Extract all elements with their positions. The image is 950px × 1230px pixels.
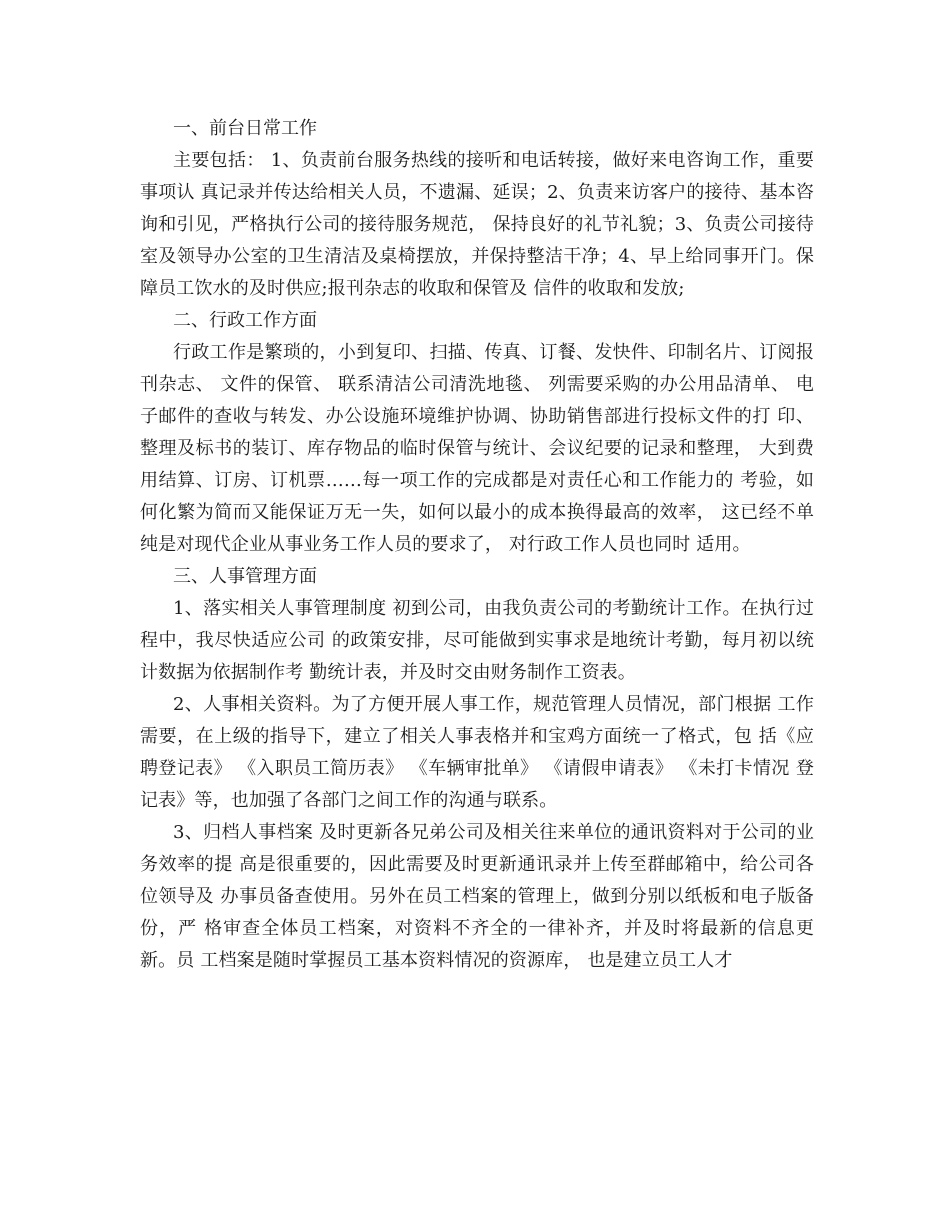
paragraph-personnel-archives: 3、归档人事档案 及时更新各兄弟公司及相关往来单位的通讯资料对于公司的业务效率的提 高是很重要的，因此需要及时更新通讯录并上传至群邮箱中，给公司各位领导及 办事员备查使用。另外在员工档案的管理上，做到分别以纸板和电子版备份，严 格审查全体员工档案，对资料不齐全的一律补齐，并及时将最新的信息更新。员 工档案是随时掌握员工基本资料情况的资源库， 也是建立员工人才 <box>140 822 814 971</box>
paragraph-front-desk-duties: 主要包括： 1、负责前台服务热线的接听和电话转接，做好来电咨询工作，重要事项认 真记录并传达给相关人员，不遗漏、延误；2、负责来访客户的接待、基本咨询和引见，严格执行公司的接待服务规范， 保持良好的礼节礼貌；3、负责公司接待室及领导办公室的卫生清洁及桌椅摆放，并保持整洁干净；4、早上给同事开门。保障员工饮水的及时供应;报刊杂志的收取和保管及 信件的收取和发放; <box>140 150 814 299</box>
section-heading-personnel: 三、人事管理方面 <box>173 566 317 587</box>
paragraph-personnel-records: 2、人事相关资料。为了方便开展人事工作，规范管理人员情况，部门根据 工作需要，在上级的指导下，建立了相关人事表格并和宝鸡方面统一了格式，包 括《应聘登记表》 《入职员工简历表》 《车辆审批单》 《请假申请表》 《未打卡情况 登记表》等，也加强了各部门之间工作的沟通与联系。 <box>140 694 814 811</box>
paragraph-personnel-attendance: 1、落实相关人事管理制度 初到公司，由我负责公司的考勤统计工作。在执行过程中，我尽快适应公司 的政策安排，尽可能做到实事求是地统计考勤，每月初以统计数据为依据制作考 勤统计表，并及时交由财务制作工资表。 <box>140 598 814 683</box>
section-heading-administration: 二、行政工作方面 <box>173 310 317 331</box>
document-body <box>140 113 814 977</box>
section-heading-front-desk: 一、前台日常工作 <box>173 118 317 139</box>
paragraph-administration-work: 行政工作是繁琐的，小到复印、扫描、传真、订餐、发快件、印制名片、订阅报刊杂志、 文件的保管、 联系清洁公司清洗地毯、 列需要采购的办公用品清单、 电子邮件的查收与转发、办公设施环境维护协调、协助销售部进行投标文件的打 印、整理及标书的装订、库存物品的临时保管与统计、会议纪要的记录和整理， 大到费用结算、订房、订机票……每一项工作的完成都是对责任心和工作能力的 考验，如何化繁为简而又能保证万无一失，如何以最小的成本换得最高的效率， 这已经不单纯是对现代企业从事业务工作人员的要求了， 对行政工作人员也同时 适用。 <box>140 342 814 555</box>
